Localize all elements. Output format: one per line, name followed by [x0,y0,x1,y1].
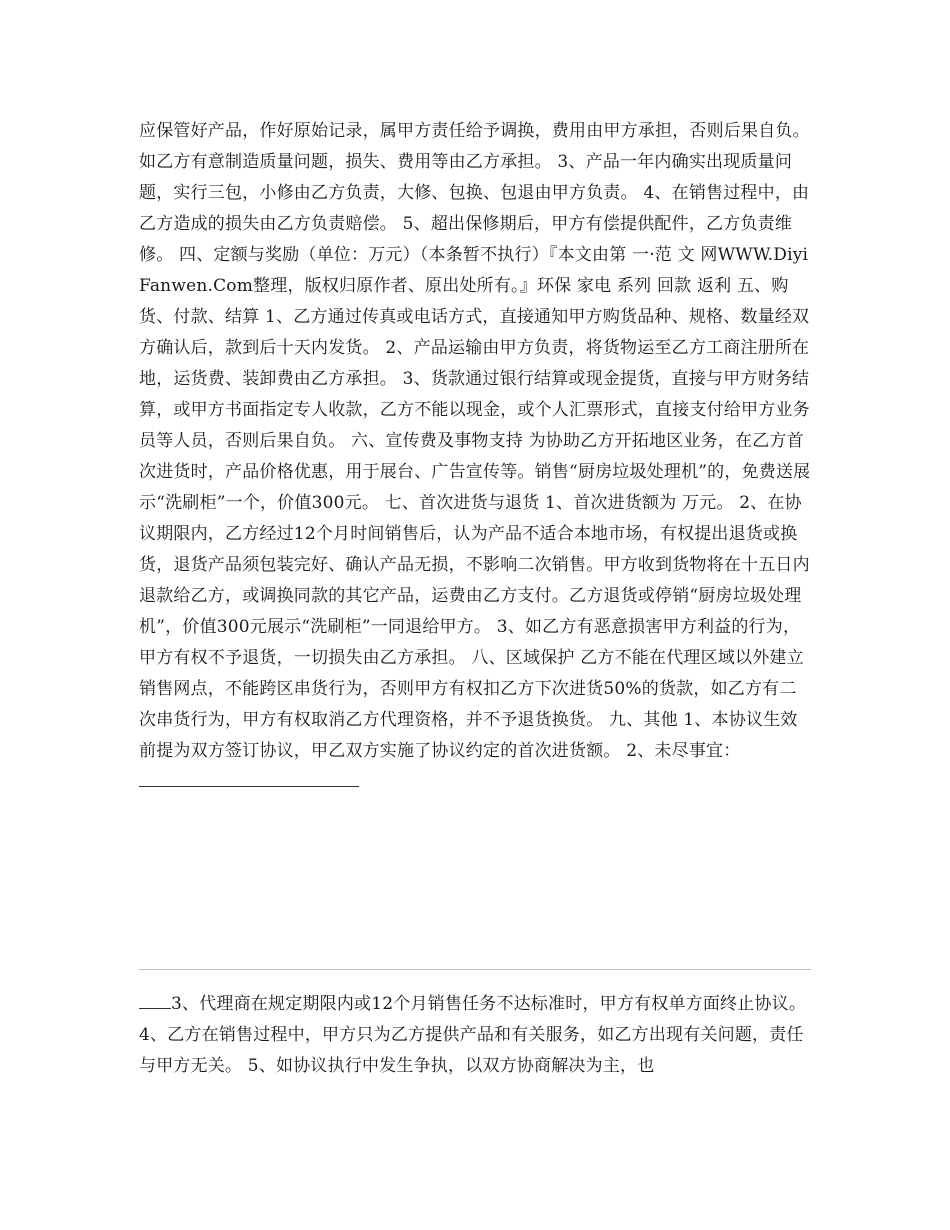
paragraph-main [139,116,811,798]
body-text-block [139,116,811,798]
body-text-block-continued [139,989,811,1082]
horizontal-rule [139,969,811,970]
fill-in-blank [139,768,359,787]
paragraph-continued [139,989,811,1082]
leading-blank [139,992,171,1009]
paragraph-continued-text: 3、代理商在规定期限内或12个月销售任务不达标准时，甲方有权单方面终止协议。 4、乙方在销售过程中，甲方只为乙方提供产品和有关服务，如乙方出现有关问题，责任与甲方无关。 5、如协议执行中发生争执，以双方协商解决为主，也 [139,994,807,1076]
paragraph-main-text: 应保管好产品，作好原始记录，属甲方责任给予调换，费用由甲方承担，否则后果自负。如乙方有意制造质量问题，损失、费用等由乙方承担。 3、产品一年内确实出现质量问题，实行三包，小修由乙方负责，大修、包换、包退由甲方负责。 4、在销售过程中，由乙方造成的损失由乙方负责赔偿。 5、超出保修期后，甲方有偿提供配件，乙方负责维修。 四、定额与奖励（单位：万元）（本条暂不执行）『本文由第 一·范 文 网WWW.DiyiFanwen.Com整理，版权归原作者、原出处所有。』环保 家电 系列 回款 返利 五、购货、付款、结算 1、乙方通过传真或电话方式，直接通知甲方购货品种、规格、数量经双方确认后，款到后十天内发货。 2、产品运输由甲方负责，将货物运至乙方工商注册所在地，运货费、装卸费由乙方承担。 3、货款通过银行结算或现金提货，直接与甲方财务结算，或甲方书面指定专人收款，乙方不能以现金，或个人汇票形式，直接支付给甲方业务员等人员，否则后果自负。 六、宣传费及事物支持 为协助乙方开拓地区业务，在乙方首次进货时，产品价格优惠，用于展台、广告宣传等。销售“厨房垃圾处理机”的，免费送展示“洗刷柜”一个，价值300元。 七、首次进货与退货 1、首次进货额为 万元。 2、在协议期限内，乙方经过12个月时间销售后，认为产品不适合本地市场，有权提出退货或换货，退货产品须包装完好、确认产品无损，不影响二次销售。甲方收到货物将在十五日内退款给乙方，或调换同款的其它产品，运费由乙方支付。乙方退货或停销“厨房垃圾处理机”，价值300元展示“洗刷柜”一同退给甲方。 3、如乙方有恶意损害甲方利益的行为，甲方有权不予退货，一切损失由乙方承担。 八、区域保护 乙方不能在代理区域以外建立销售网点，不能跨区串货行为，否则甲方有权扣乙方下次进货50%的货款，如乙方有二次串货行为，甲方有权取消乙方代理资格，并不予退货换货。 九、其他 1、本协议生效前提为双方签订协议，甲乙双方实施了协议约定的首次进货额。 2、未尽事宜： [139,121,811,761]
